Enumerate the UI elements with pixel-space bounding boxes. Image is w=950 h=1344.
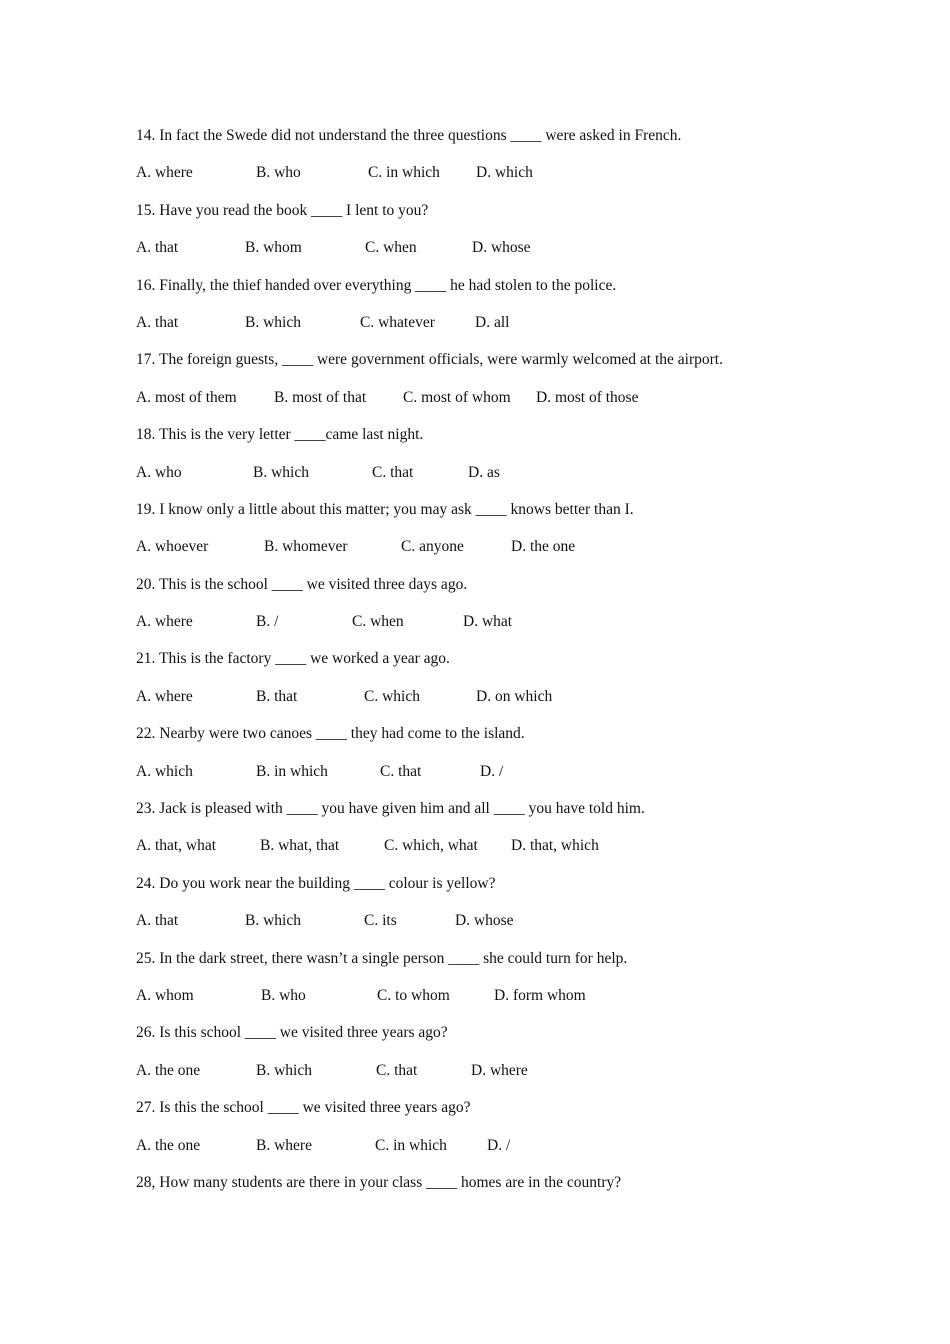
option-d: D. where <box>471 1061 528 1079</box>
option-d: D. which <box>476 164 533 182</box>
option-d: D. as <box>468 463 500 481</box>
option-c: C. which, what <box>384 837 478 855</box>
question-19: 19. I know only a little about this matter; you may ask ____ knows better than I. <box>136 500 634 518</box>
options-16 <box>136 311 836 348</box>
option-c: C. that <box>372 463 414 481</box>
question-14: 14. In fact the Swede did not understand the three questions ____ were asked in French. <box>136 127 682 144</box>
option-c: C. to whom <box>377 986 450 1004</box>
option-a: A. that <box>136 912 179 930</box>
option-c: C. whatever <box>360 313 435 331</box>
option-b: B. in which <box>256 762 328 780</box>
options-24 <box>136 909 836 946</box>
option-c: C. its <box>364 912 397 930</box>
option-a: A. that, what <box>136 837 217 855</box>
option-b: B. who <box>261 986 306 1004</box>
question-22: 22. Nearby were two canoes ____ they had come to the island. <box>136 725 525 743</box>
option-b: B. / <box>256 613 279 631</box>
option-a: A. where <box>136 613 193 631</box>
option-a: A. that <box>136 313 179 331</box>
options-22 <box>136 760 836 797</box>
option-c: C. that <box>380 762 422 780</box>
option-b: B. what, that <box>260 837 340 855</box>
option-d: D. that, which <box>511 837 599 855</box>
options-15 <box>136 236 836 273</box>
options-27 <box>136 1134 836 1171</box>
option-d: D. all <box>475 313 510 331</box>
options-26 <box>136 1059 836 1096</box>
options-19 <box>136 535 836 572</box>
option-a: A. who <box>136 463 182 481</box>
option-d: D. the one <box>511 538 576 556</box>
options-14 <box>136 161 836 198</box>
option-c: C. anyone <box>401 538 464 556</box>
option-a: A. which <box>136 762 193 780</box>
options-18 <box>136 461 836 498</box>
question-28: 28, How many students are there in your class ____ homes are in the country? <box>136 1173 622 1191</box>
document-page <box>136 124 836 1208</box>
option-c: C. in which <box>375 1136 447 1154</box>
option-a: A. whom <box>136 986 194 1004</box>
question-23: 23. Jack is pleased with ____ you have given him and all ____ you have told him. <box>136 800 645 818</box>
option-d: D. whose <box>455 912 514 930</box>
option-b: B. where <box>256 1136 312 1154</box>
option-a: A. where <box>136 164 193 182</box>
options-17 <box>136 386 836 423</box>
option-a: A. the one <box>136 1136 201 1154</box>
options-23 <box>136 834 836 871</box>
option-d: D. on which <box>476 687 553 705</box>
option-b: B. which <box>256 1061 312 1079</box>
option-d: D. / <box>487 1136 511 1154</box>
option-b: B. that <box>256 687 298 705</box>
option-d: D. / <box>480 762 504 780</box>
question-27: 27. Is this the school ____ we visited three years ago? <box>136 1099 471 1117</box>
option-c: C. when <box>352 613 404 631</box>
options-20 <box>136 610 836 647</box>
option-b: B. who <box>256 164 301 182</box>
option-c: C. that <box>376 1061 418 1079</box>
option-a: A. most of them <box>136 388 237 406</box>
question-17: 17. The foreign guests, ____ were government officials, were warmly welcomed at the airport. <box>136 351 723 369</box>
question-18: 18. This is the very letter ____came last night. <box>136 426 424 444</box>
question-20: 20. This is the school ____ we visited three days ago. <box>136 575 468 593</box>
option-b: B. which <box>253 463 309 481</box>
question-24: 24. Do you work near the building ____ colour is yellow? <box>136 874 496 892</box>
option-d: D. what <box>463 613 513 631</box>
option-c: C. which <box>364 687 420 705</box>
option-c: C. most of whom <box>403 388 511 406</box>
options-21 <box>136 685 836 722</box>
option-a: A. where <box>136 687 193 705</box>
option-b: B. which <box>245 313 301 331</box>
option-a: A. whoever <box>136 538 209 556</box>
option-d: D. most of those <box>536 388 639 406</box>
option-a: A. the one <box>136 1061 201 1079</box>
option-b: B. whom <box>245 239 302 257</box>
question-15: 15. Have you read the book ____ I lent to you? <box>136 201 429 219</box>
question-21: 21. This is the factory ____ we worked a year ago. <box>136 650 450 668</box>
option-a: A. that <box>136 239 179 257</box>
question-16: 16. Finally, the thief handed over everything ____ he had stolen to the police. <box>136 276 617 294</box>
option-b: B. which <box>245 912 301 930</box>
option-d: D. whose <box>472 239 531 257</box>
option-d: D. form whom <box>494 986 586 1004</box>
option-b: B. whomever <box>264 538 348 556</box>
question-25: 25. In the dark street, there wasn’t a single person ____ she could turn for help. <box>136 949 628 967</box>
option-c: C. in which <box>368 164 440 182</box>
options-25 <box>136 984 836 1021</box>
question-26: 26. Is this school ____ we visited three years ago? <box>136 1024 448 1042</box>
option-c: C. when <box>365 239 417 257</box>
option-b: B. most of that <box>274 388 367 406</box>
